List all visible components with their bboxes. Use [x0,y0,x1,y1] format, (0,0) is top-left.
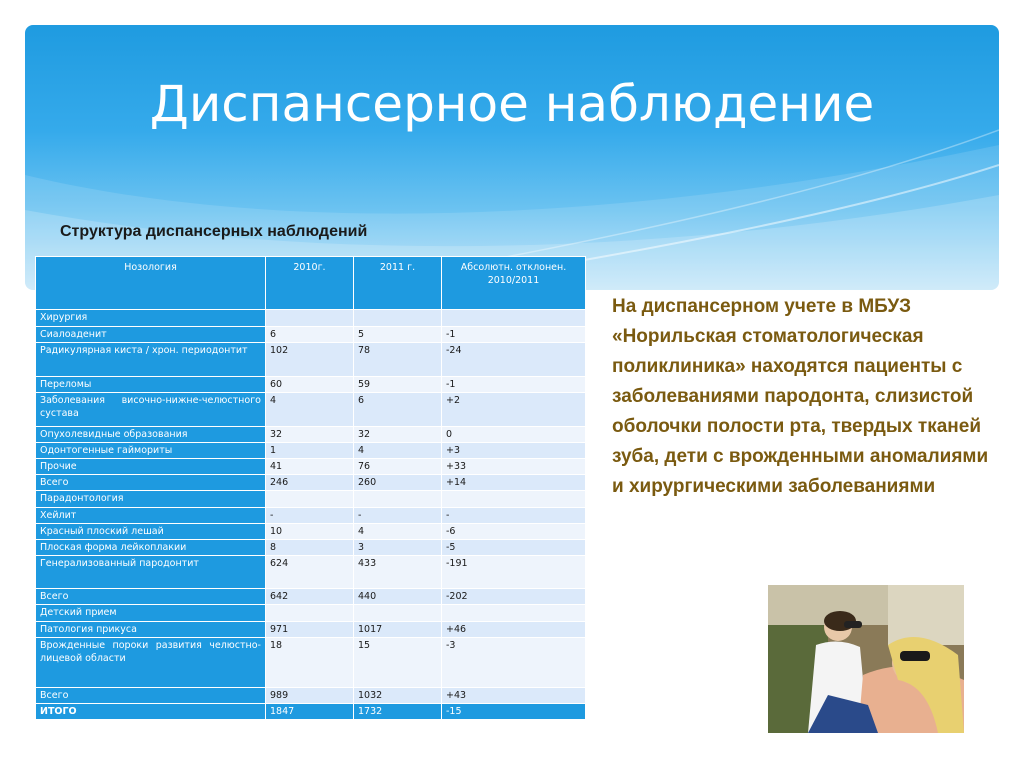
value-2010 [266,491,354,508]
value-2010: 41 [266,459,354,475]
value-diff: -202 [442,589,586,605]
value-2010: 102 [266,343,354,377]
value-2010 [266,310,354,327]
value-2010: 8 [266,540,354,556]
row-name: Хирургия [36,310,266,327]
table-row [36,688,586,704]
row-name: Заболевания височно-нижне-челюстного сустава [36,393,266,427]
value-2011: 4 [354,524,442,540]
table-row [36,343,586,377]
value-diff: -5 [442,540,586,556]
row-name: Сиалоаденит [36,327,266,343]
value-diff: +3 [442,443,586,459]
value-2010: 1847 [266,704,354,720]
value-2011: 1032 [354,688,442,704]
value-diff: +33 [442,459,586,475]
value-2010: 624 [266,556,354,589]
slide-title: Диспансерное наблюдение [149,75,875,133]
row-name: Патология прикуса [36,622,266,638]
value-2011: 76 [354,459,442,475]
table-row [36,524,586,540]
value-2010 [266,605,354,622]
dispensary-note: На диспансерном учете в МБУЗ «Норильская стоматологическая поликлиника» находятся пациенты с заболеваниями пародонта, слизистой оболочки полости рта, твердых тканей зуба, дети с врожденными аномалиями и хирургическими заболеваниями [612,296,989,497]
header-2010: 2010г. [266,257,354,310]
value-diff: -1 [442,327,586,343]
value-diff: -24 [442,343,586,377]
table-row [36,508,586,524]
table-subtitle: Структура диспансерных наблюдений [60,223,368,240]
table-row [36,443,586,459]
row-name: Плоская форма лейкоплакии [36,540,266,556]
table-row [36,491,586,508]
row-name: Врожденные пороки развития челюстно-лицевой области [36,638,266,688]
value-diff: 0 [442,427,586,443]
value-2010: 1 [266,443,354,459]
value-2011: 6 [354,393,442,427]
table-row [36,377,586,393]
row-name: Опухолевидные образования [36,427,266,443]
table-row [36,622,586,638]
table-row [36,475,586,491]
dispensary-table [35,256,586,720]
row-name: Генерализованный пародонтит [36,556,266,589]
value-2010: - [266,508,354,524]
table-row [36,427,586,443]
row-name: Одонтогенные гаймориты [36,443,266,459]
row-name: Хейлит [36,508,266,524]
value-2010: 60 [266,377,354,393]
value-2010: 10 [266,524,354,540]
value-2011: 15 [354,638,442,688]
value-2010: 4 [266,393,354,427]
value-diff: -1 [442,377,586,393]
value-2011 [354,310,442,327]
value-2011: 1017 [354,622,442,638]
table-row [36,393,586,427]
row-name: Радикулярная киста / хрон. периодонтит [36,343,266,377]
value-2010: 642 [266,589,354,605]
value-diff [442,491,586,508]
row-name: Всего [36,589,266,605]
banner-wave-decoration [25,25,999,290]
value-2010: 32 [266,427,354,443]
table-row [36,556,586,589]
dentist-photo [768,585,964,733]
title-banner [25,25,999,290]
value-2011: 1732 [354,704,442,720]
value-2011 [354,491,442,508]
value-diff [442,605,586,622]
value-2011: 32 [354,427,442,443]
table-row [36,459,586,475]
header-2011: 2011 г. [354,257,442,310]
value-2011: 3 [354,540,442,556]
value-2011: 440 [354,589,442,605]
value-2011: 260 [354,475,442,491]
table-row [36,704,586,720]
row-name: Детский прием [36,605,266,622]
row-name: Прочие [36,459,266,475]
value-2011: - [354,508,442,524]
row-name: Всего [36,688,266,704]
row-name: Красный плоский лешай [36,524,266,540]
row-name: ИТОГО [36,704,266,720]
table-row [36,589,586,605]
value-2010: 246 [266,475,354,491]
value-2011: 78 [354,343,442,377]
value-2010: 6 [266,327,354,343]
value-diff: +14 [442,475,586,491]
value-diff: -15 [442,704,586,720]
table-header-row [36,257,586,310]
row-name: Парадонтология [36,491,266,508]
value-2011: 433 [354,556,442,589]
header-nosology: Нозология [36,257,266,310]
value-diff: -6 [442,524,586,540]
value-2010: 989 [266,688,354,704]
dentist-photo-image [768,585,964,733]
value-diff [442,310,586,327]
value-2010: 18 [266,638,354,688]
table-row [36,638,586,688]
row-name: Всего [36,475,266,491]
table-row [36,540,586,556]
value-2011: 5 [354,327,442,343]
table-row [36,605,586,622]
value-diff: +46 [442,622,586,638]
table-row [36,327,586,343]
value-diff: +2 [442,393,586,427]
value-2011: 4 [354,443,442,459]
value-diff: +43 [442,688,586,704]
header-deviation: Абсолютн. отклонен. 2010/2011 [442,257,586,310]
value-diff: -191 [442,556,586,589]
row-name: Переломы [36,377,266,393]
value-diff: - [442,508,586,524]
value-2011: 59 [354,377,442,393]
value-diff: -3 [442,638,586,688]
table-row [36,310,586,327]
value-2010: 971 [266,622,354,638]
value-2011 [354,605,442,622]
